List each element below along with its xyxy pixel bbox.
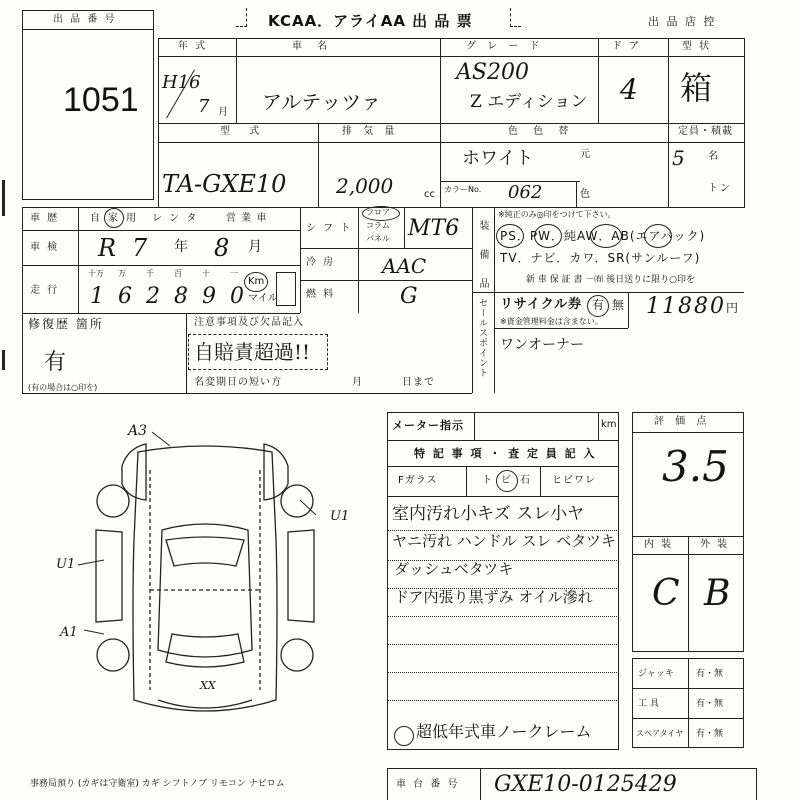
mileage-digit: 6 [118, 284, 132, 309]
meter-unit: km [601, 419, 617, 430]
accessory-opts: 有・無 [696, 729, 724, 739]
inspection-year: 7 [132, 234, 148, 262]
inspection-label: 車 検 [30, 242, 60, 253]
body-shape: 箱 [680, 69, 713, 107]
lot-number-label: 出 品 番 号 [53, 14, 117, 25]
history-home: 家 [108, 213, 120, 224]
edge-mark [2, 180, 5, 216]
mileage-label: 走 行 [30, 285, 60, 296]
year-label: 年 式 [178, 41, 208, 52]
equip-circle [496, 224, 524, 248]
grade-label: グ レ ー ド [466, 41, 544, 52]
grade-edition: Z エディション [470, 92, 588, 112]
glass-opt: ヒビワレ [552, 475, 596, 486]
repair-value: 有 [44, 350, 67, 375]
glass-opt: ト [482, 475, 494, 486]
mileage-unit-km: Km [248, 276, 265, 287]
recycle-unit: 円 [726, 301, 741, 315]
chassis-number: GXE10-0125429 [494, 772, 677, 797]
equipment-line1: PS．PW．純AW．AB(エアバック) [500, 229, 706, 243]
history-private: 自 [90, 213, 102, 224]
accessory-opts: 有・無 [696, 669, 724, 679]
model-value: TA-GXE10 [162, 170, 287, 198]
seller-copy-label: 出 品 店 控 [648, 15, 717, 28]
mileage-digit: 0 [230, 284, 244, 309]
car-name: アルテッツァ [262, 90, 381, 114]
damage-mark: XX [200, 679, 216, 692]
mileage-digit-label: 十 [202, 269, 210, 278]
ac-value: AAC [382, 254, 427, 278]
sales-point-text: ワンオーナー [500, 337, 584, 353]
accessory-name: 工 具 [638, 699, 659, 709]
color-value: ホワイト [462, 148, 534, 169]
exterior-grade: B [704, 573, 731, 614]
remarks-label: 特 記 事 項 ・ 査 定 員 記 入 [414, 447, 597, 460]
mileage-digit: 8 [174, 284, 188, 309]
displacement-unit: cc [424, 189, 435, 200]
shift-label: シ フ ト [306, 223, 353, 234]
glass-circle [496, 470, 518, 492]
name-change-label: 名変期日の短い方 [194, 377, 282, 388]
floor-circle [362, 206, 400, 221]
remark-line: ヤニ汚れ ハンドル スレ ベタツキ [392, 532, 616, 550]
grade-value: AS200 [456, 60, 529, 85]
glass-opt: 石 [520, 475, 532, 486]
color-suffix: 色 [580, 189, 592, 200]
score-label: 評 価 点 [654, 416, 711, 427]
shift-opt-panel: パネル [366, 234, 390, 243]
year-value: H16 [162, 72, 201, 93]
repair-note: (有の場合は○印を) [28, 383, 98, 392]
month-unit: 月 [218, 107, 230, 118]
equip-circle [644, 224, 672, 248]
mileage-digit-label: 万 [118, 269, 126, 278]
stamp-circle [394, 726, 414, 746]
doors-value: 4 [620, 73, 638, 106]
warranty-line: 新 車 保 証 書 －㈲ 後日送りに限り○印を [526, 275, 696, 285]
shift-opt-floor: フロア [366, 208, 390, 217]
notes-label: 注意事項及び欠品記入 [194, 317, 304, 328]
interior-grade: C [652, 573, 680, 614]
office-note: 事務局預り (カギは守衛室) カギ シフトノブ リモコン ナビロム [30, 779, 285, 789]
inspection-month-unit: 月 [248, 239, 264, 255]
mileage-mark-box [276, 272, 296, 306]
ac-label: 冷 房 [306, 257, 336, 268]
inspection-era: R [98, 234, 117, 262]
displacement-value: 2,000 [336, 174, 394, 198]
equipment-note: ※純正のみ◎印をつけて下さい。 [498, 210, 616, 219]
capacity-value: 5 [672, 146, 685, 170]
color-sub: 元 [580, 149, 592, 160]
capacity-label: 定員・積載 [678, 126, 733, 137]
glass-opt: ビ [501, 475, 513, 486]
stamp-text: 超低年式車ノークレーム [416, 722, 592, 741]
fuel-label: 燃 料 [306, 289, 336, 300]
corner-mark [510, 8, 521, 27]
shift-value: MT6 [408, 216, 460, 241]
mileage-digit-label: 百 [174, 269, 182, 278]
mileage-digit-label: 一 [230, 269, 238, 278]
lot-number: 1051 [63, 81, 139, 119]
mileage-digit-label: 十万 [88, 269, 104, 278]
month-value: 7 [198, 96, 210, 117]
inspection-month: 8 [214, 234, 230, 262]
history-commercial: 営 業 車 [226, 213, 268, 224]
recycle-note: ※資金管理料金は含まない。 [500, 317, 603, 326]
equipment-side-label: 装 備 品 [477, 220, 488, 297]
color-no-label: カラーNo. [444, 185, 482, 194]
fuel-value: G [400, 284, 418, 309]
shift-opt-column: コラム [366, 221, 390, 230]
accessory-name: スペアタイヤ [636, 729, 684, 738]
recycle-label: リサイクル券 [500, 297, 583, 312]
mileage-digit-label: 千 [146, 269, 154, 278]
damage-mark: A1 [60, 625, 78, 640]
equip-circle [590, 224, 622, 248]
recycle-amount: 11880 [646, 294, 726, 319]
notes-value: 自賠責超過!! [194, 340, 311, 364]
accessory-opts: 有・無 [696, 699, 724, 709]
damage-mark: A3 [128, 423, 148, 439]
mileage-digit: 9 [202, 284, 216, 309]
mileage-unit-mile: マイル [248, 293, 278, 304]
name-change-day: 日まで [402, 377, 435, 388]
damage-mark: U1 [330, 509, 350, 524]
interior-label: 内 装 [644, 539, 674, 550]
meter-label: メーター指示 [392, 419, 464, 432]
mileage-digit: 1 [90, 284, 104, 309]
shape-label: 型 状 [682, 41, 712, 52]
score-value: 3.5 [662, 442, 729, 491]
color-label: 色 色 替 [508, 126, 575, 137]
glass-label: Fガラス [398, 475, 438, 486]
damage-mark: U1 [56, 557, 76, 572]
history-rental: レ ン タ [152, 213, 199, 224]
accessory-name: ジャッキ [638, 669, 674, 679]
lot-number-box [22, 10, 154, 200]
remark-line: ダッシュベタツキ [394, 560, 514, 578]
capacity-unit: 名 [708, 151, 720, 162]
recycle-circle [587, 295, 609, 317]
history-label: 車 歴 [30, 213, 60, 224]
remark-line: 室内汚れ小キズ スレ小ヤ [392, 504, 585, 524]
repair-label: 修復歴 箇所 [28, 317, 104, 331]
chassis-label: 車 台 番 号 [396, 779, 460, 790]
inspection-year-unit: 年 [174, 239, 190, 255]
doors-label: ド ア [612, 41, 642, 52]
edge-mark [2, 350, 5, 370]
equipment-line2: TV．ナビ．カワ．SR(サンルーフ) [500, 251, 701, 265]
sheet-title: KCAA．アライAA 出 品 票 [268, 12, 473, 30]
history-use: 用 [126, 213, 138, 224]
seller-point-label: セールスポイント [477, 298, 487, 378]
recycle-no: 無 [612, 298, 627, 312]
exterior-label: 外 装 [700, 539, 730, 550]
mileage-digit: 2 [146, 284, 160, 309]
equip-circle [534, 224, 562, 248]
name-change-month: 月 [352, 377, 364, 388]
remark-line: ドア内張り黒ずみ オイル滲れ [394, 588, 593, 606]
color-no-value: 062 [508, 182, 543, 203]
load-unit: トン [708, 183, 732, 194]
corner-mark [236, 8, 247, 27]
model-label: 型 式 [220, 126, 268, 137]
displacement-label: 排 気 量 [342, 126, 399, 137]
recycle-yes: 有 [592, 298, 607, 312]
name-label: 車 名 [292, 41, 334, 52]
